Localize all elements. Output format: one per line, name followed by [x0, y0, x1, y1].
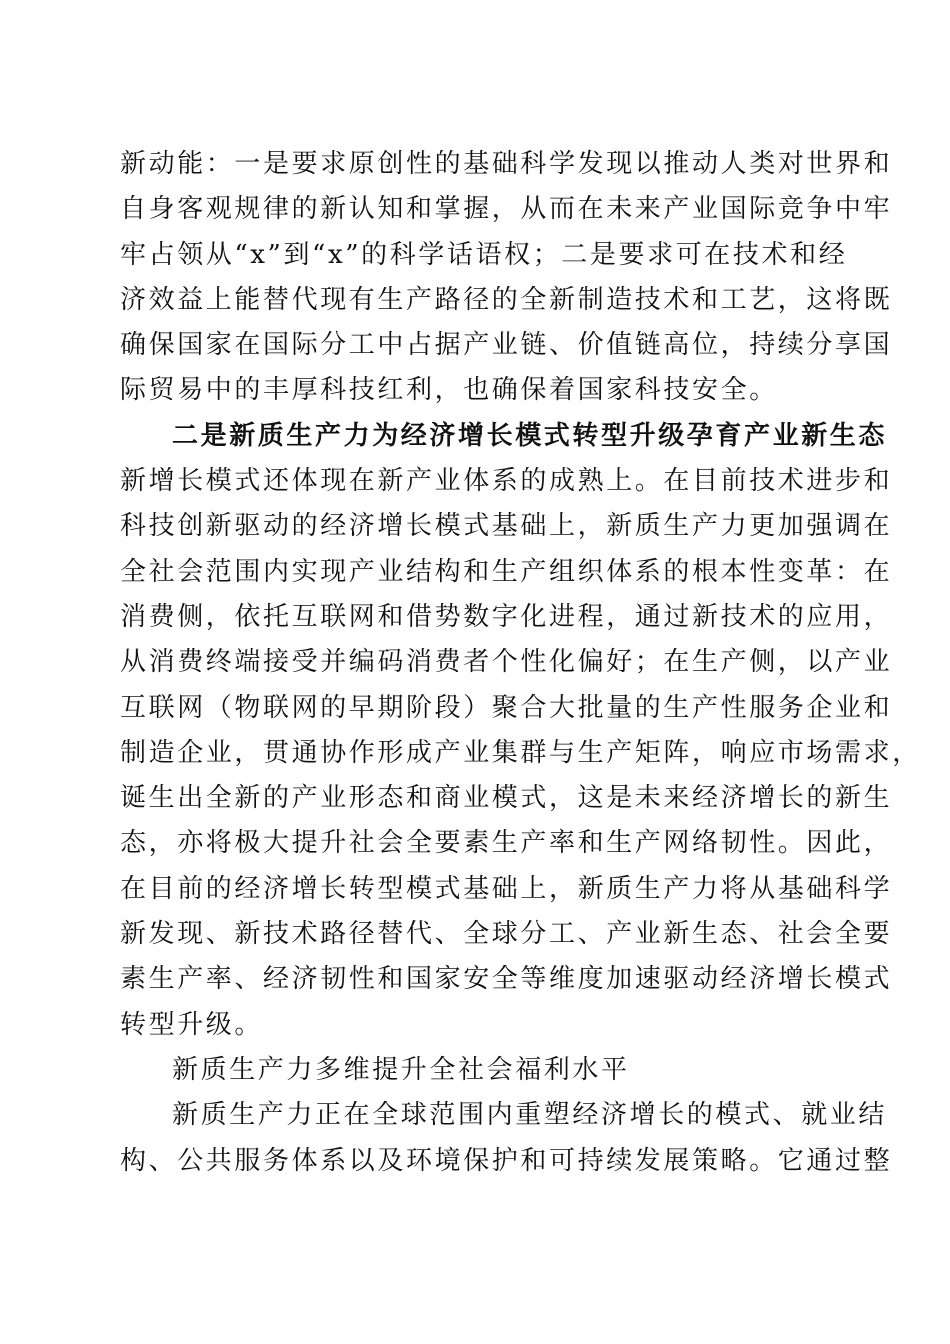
text-line: 新发现、新技术路径替代、全球分工、产业新生态、社会全要	[120, 919, 893, 950]
paragraph-reshaping-growth	[120, 1093, 893, 1184]
text-line: 牢占领从“x”到“x”的科学话语权；二是要求可在技术和经	[120, 239, 848, 270]
text-line: 诞生出全新的产业形态和商业模式，这是未来经济增长的新生	[120, 783, 893, 814]
text-line: 构、公共服务体系以及环境保护和可持续发展策略。它通过整	[120, 1145, 893, 1176]
text-line: 转型升级。	[120, 1009, 264, 1040]
text-line: 新质生产力正在全球范围内重塑经济增长的模式、就业结	[172, 1100, 888, 1131]
section-heading-social-welfare: 新质生产力多维提升全社会福利水平	[172, 1054, 630, 1085]
text-line: 互联网（物联网的早期阶段）聚合大批量的生产性服务企业和	[120, 692, 893, 723]
text-line: 消费侧，依托互联网和借势数字化进程，通过新技术的应用，	[120, 601, 893, 632]
paragraph-new-industry-system	[120, 459, 921, 1048]
text-line: 新增长模式还体现在新产业体系的成熟上。在目前技术进步和	[120, 466, 893, 497]
text-line: 在目前的经济增长转型模式基础上，新质生产力将从基础科学	[120, 873, 893, 904]
text-line: 从消费终端接受并编码消费者个性化偏好；在生产侧，以产业	[120, 647, 893, 678]
text-line: 新动能：一是要求原创性的基础科学发现以推动人类对世界和	[120, 149, 893, 179]
paragraph-new-momentum	[120, 142, 893, 414]
text-line: 自身客观规律的新认知和掌握，从而在未来产业国际竞争中牢	[120, 194, 893, 225]
text-line: 全社会范围内实现产业结构和生产组织体系的根本性变革：在	[120, 556, 893, 587]
text-line: 际贸易中的丰厚科技红利，也确保着国家科技安全。	[120, 375, 778, 406]
text-line: 济效益上能替代现有生产路径的全新制造技术和工艺，这将既	[120, 284, 893, 315]
section-heading-industry-ecology: 二是新质生产力为经济增长模式转型升级孕育产业新生态	[172, 420, 888, 451]
document-body	[120, 142, 921, 1184]
text-line: 态，亦将极大提升社会全要素生产率和生产网络韧性。因此，	[120, 828, 893, 859]
text-line: 科技创新驱动的经济增长模式基础上，新质生产力更加强调在	[120, 511, 893, 542]
text-line: 确保国家在国际分工中占据产业链、价值链高位，持续分享国	[120, 330, 893, 361]
text-line: 素生产率、经济韧性和国家安全等维度加速驱动经济增长模式	[120, 964, 893, 995]
text-line: 制造企业，贯通协作形成产业集群与生产矩阵，响应市场需求，	[120, 737, 921, 768]
